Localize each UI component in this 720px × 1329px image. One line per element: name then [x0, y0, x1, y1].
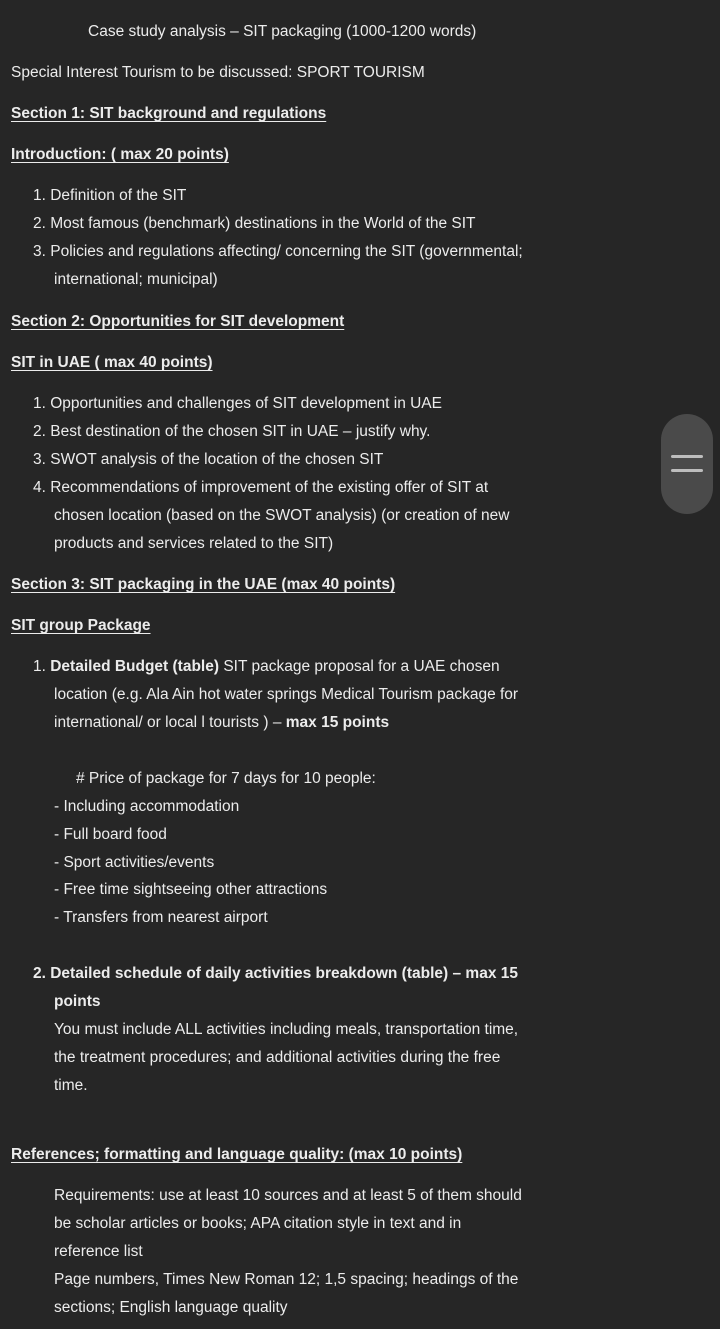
price-item: - Including accommodation — [54, 798, 240, 815]
references-text: reference list — [54, 1243, 143, 1260]
list-item-continuation: products and services related to the SIT) — [54, 535, 334, 552]
references-text: Requirements: use at least 10 sources and at least 5 of them should — [54, 1187, 522, 1204]
budget-text: SIT package proposal for a UAE chosen — [219, 658, 500, 675]
list-item: 3. SWOT analysis of the location of the chosen SIT — [33, 451, 384, 468]
budget-text: international/ or local l tourists ) – — [54, 714, 286, 731]
price-item: - Full board food — [54, 826, 167, 843]
list-number: 1. — [33, 658, 51, 675]
section3-subheading: SIT group Package — [11, 617, 151, 634]
list-item — [33, 657, 500, 677]
list-item-continuation: international; municipal) — [54, 271, 218, 288]
references-text: be scholar articles or books; APA citation style in text and in — [54, 1215, 462, 1232]
price-heading: # Price of package for 7 days for 10 people: — [76, 770, 376, 787]
budget-label: Detailed Budget (table) — [50, 658, 220, 675]
list-item: 3. Policies and regulations affecting/ concerning the SIT (governmental; — [33, 243, 523, 260]
list-item: 2. Most famous (benchmark) destinations in the World of the SIT — [33, 215, 476, 232]
section2-subheading: SIT in UAE ( max 40 points) — [11, 354, 213, 371]
document-title: Case study analysis – SIT packaging (1000-1200 words) — [88, 23, 477, 40]
section2-heading: Section 2: Opportunities for SIT development — [11, 313, 345, 330]
list-item: 1. Opportunities and challenges of SIT development in UAE — [33, 395, 442, 412]
list-item-continuation: location (e.g. Ala Ain hot water springs Medical Tourism package for — [54, 686, 519, 703]
list-item: 1. Definition of the SIT — [33, 187, 187, 204]
section1-subheading: Introduction: ( max 20 points) — [11, 146, 229, 163]
scroll-handle[interactable] — [661, 414, 713, 514]
list-item-continuation — [54, 713, 389, 733]
points-label: max 15 points — [285, 714, 390, 731]
price-item: - Transfers from nearest airport — [54, 909, 268, 926]
list-item-continuation: points — [54, 993, 101, 1010]
list-item: 4. Recommendations of improvement of the existing offer of SIT at — [33, 479, 489, 496]
price-item: - Free time sightseeing other attractions — [54, 881, 328, 898]
schedule-text: the treatment procedures; and additional activities during the free — [54, 1049, 501, 1066]
schedule-text: time. — [54, 1077, 88, 1094]
list-item-continuation: chosen location (based on the SWOT analysis) (or creation of new — [54, 507, 510, 524]
references-text: sections; English language quality — [54, 1299, 288, 1316]
list-item: 2. Detailed schedule of daily activities breakdown (table) – max 15 — [33, 965, 518, 982]
section1-heading: Section 1: SIT background and regulations — [11, 105, 327, 122]
references-heading: References; formatting and language quality: (max 10 points) — [11, 1146, 463, 1163]
references-text: Page numbers, Times New Roman 12; 1,5 spacing; headings of the — [54, 1271, 519, 1288]
schedule-text: You must include ALL activities including meals, transportation time, — [54, 1021, 519, 1038]
grip-line-icon — [671, 455, 703, 458]
sit-topic-line: Special Interest Tourism to be discussed: SPORT TOURISM — [11, 64, 425, 81]
section3-heading: Section 3: SIT packaging in the UAE (max 40 points) — [11, 576, 396, 593]
list-item: 2. Best destination of the chosen SIT in UAE – justify why. — [33, 423, 431, 440]
price-item: - Sport activities/events — [54, 854, 215, 871]
grip-line-icon — [671, 469, 703, 472]
